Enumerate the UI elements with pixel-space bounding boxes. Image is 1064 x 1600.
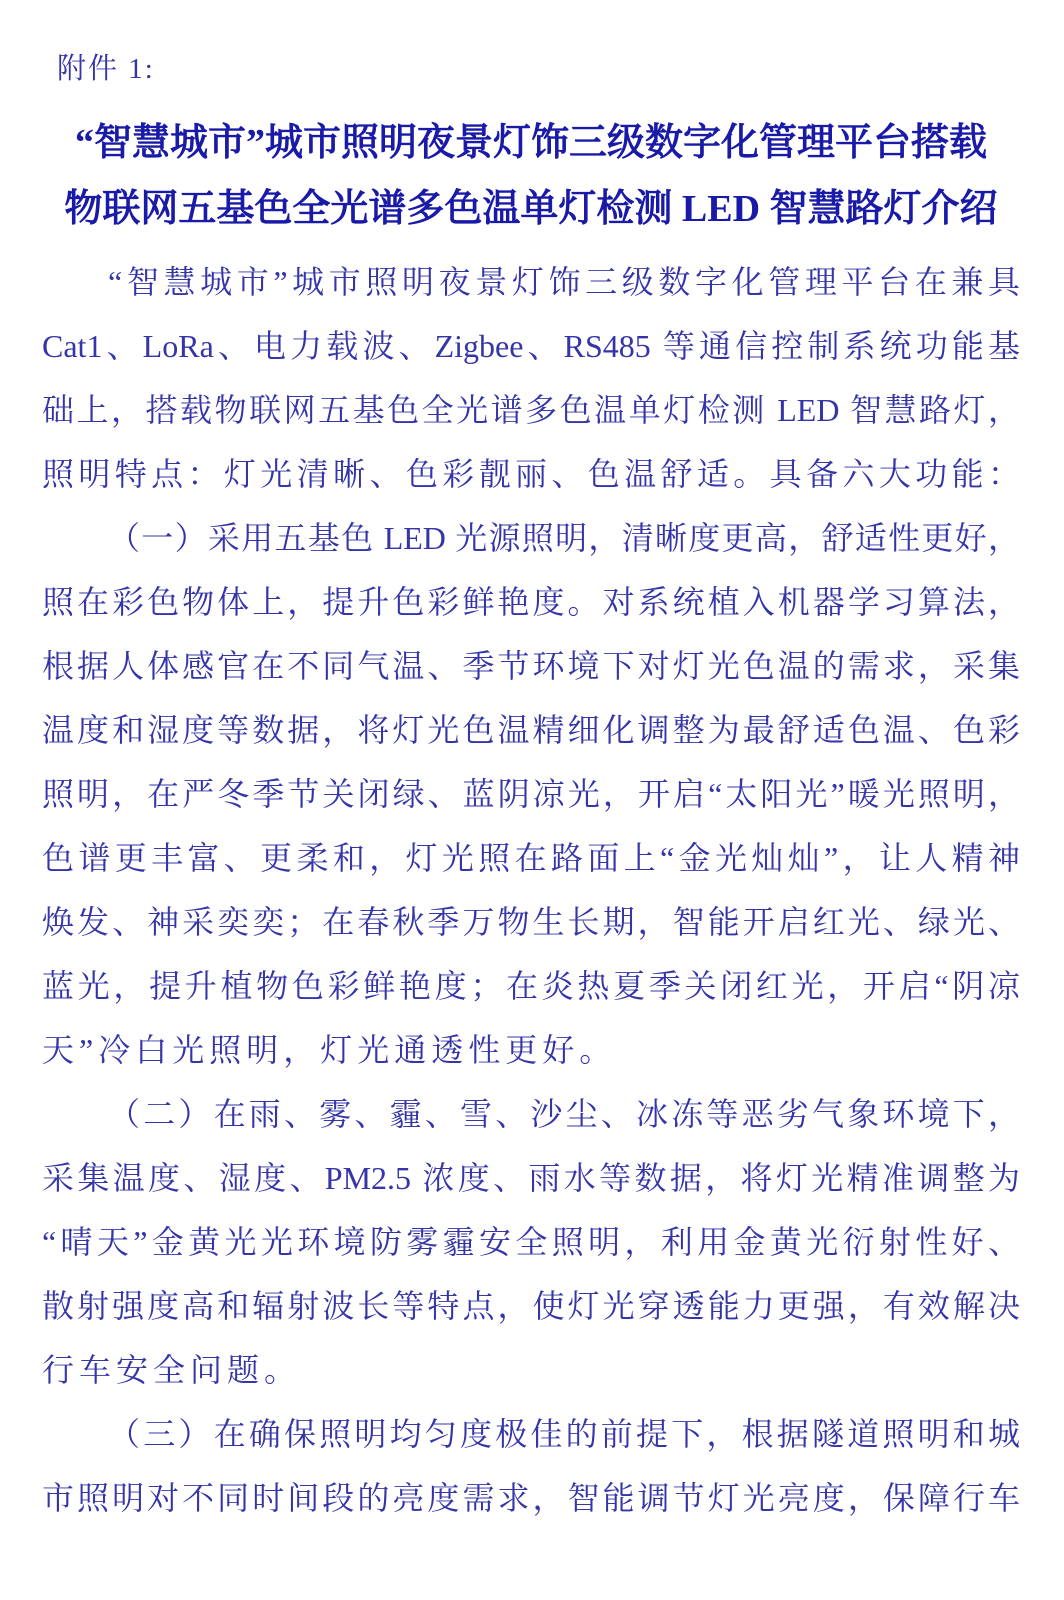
text-line: 照明，在严冬季节关闭绿、蓝阴凉光，开启“太阳光”暖光照明， [42, 776, 1020, 812]
text-line: 采集温度、湿度、PM2.5 浓度、雨水等数据，将灯光精准调整为 [42, 1160, 1020, 1196]
text-line: Cat1、LoRa、电力载波、Zigbee、RS485 等通信控制系统功能基 [42, 328, 1020, 364]
title-line-1: “智慧城市”城市照明夜景灯饰三级数字化管理平台搭载 [74, 122, 987, 164]
text-line: “智慧城市”城市照明夜景灯饰三级数字化管理平台在兼具 [108, 264, 1020, 300]
text-line: （三）在确保照明均匀度极佳的前提下，根据隧道照明和城 [108, 1416, 1020, 1452]
paragraph-2 [42, 506, 1020, 1082]
document-body [0, 250, 1064, 1530]
text-line: 蓝光，提升植物色彩鲜艳度；在炎热夏季关闭红光，开启“阴凉 [42, 968, 1020, 1004]
text-line: 市照明对不同时间段的亮度需求，智能调节灯光亮度，保障行车 [42, 1480, 1020, 1516]
text-line: （二）在雨、雾、霾、雪、沙尘、冰冻等恶劣气象环境下， [108, 1096, 1020, 1132]
text-line: 天”冷白光照明，灯光通透性更好。 [42, 1032, 617, 1068]
text-line: 色谱更丰富、更柔和，灯光照在路面上“金光灿灿”，让人精神 [42, 840, 1020, 876]
text-line: 行车安全问题。 [42, 1352, 302, 1388]
text-line: 根据人体感官在不同气温、季节环境下对灯光色温的需求，采集 [42, 648, 1020, 684]
text-line: （一）采用五基色 LED 光源照明，清晰度更高，舒适性更好， [108, 520, 1020, 556]
text-line: 础上，搭载物联网五基色全光谱多色温单灯检测 LED 智慧路灯， [42, 392, 1020, 428]
text-line: 温度和湿度等数据，将灯光色温精细化调整为最舒适色温、色彩 [42, 712, 1020, 748]
title-line-2: 物联网五基色全光谱多色温单灯检测 LED 智慧路灯介绍 [64, 188, 998, 230]
text-line: 照明特点：灯光清晰、色彩靓丽、色温舒适。具备六大功能： [42, 456, 1020, 492]
attachment-label: 附件 1: [57, 53, 155, 85]
text-line: 照在彩色物体上，提升色彩鲜艳度。对系统植入机器学习算法， [42, 584, 1020, 620]
paragraph-3 [42, 1082, 1020, 1402]
text-line: 散射强度高和辐射波长等特点，使灯光穿透能力更强，有效解决 [42, 1288, 1020, 1324]
paragraph-4 [42, 1402, 1020, 1530]
text-line: “晴天”金黄光光环境防雾霾安全照明，利用金黄光衍射性好、 [42, 1224, 1020, 1260]
paragraph-1 [42, 250, 1020, 506]
text-line: 焕发、神采奕奕；在春秋季万物生长期，智能开启红光、绿光、 [42, 904, 1020, 940]
document-title [0, 110, 1064, 242]
